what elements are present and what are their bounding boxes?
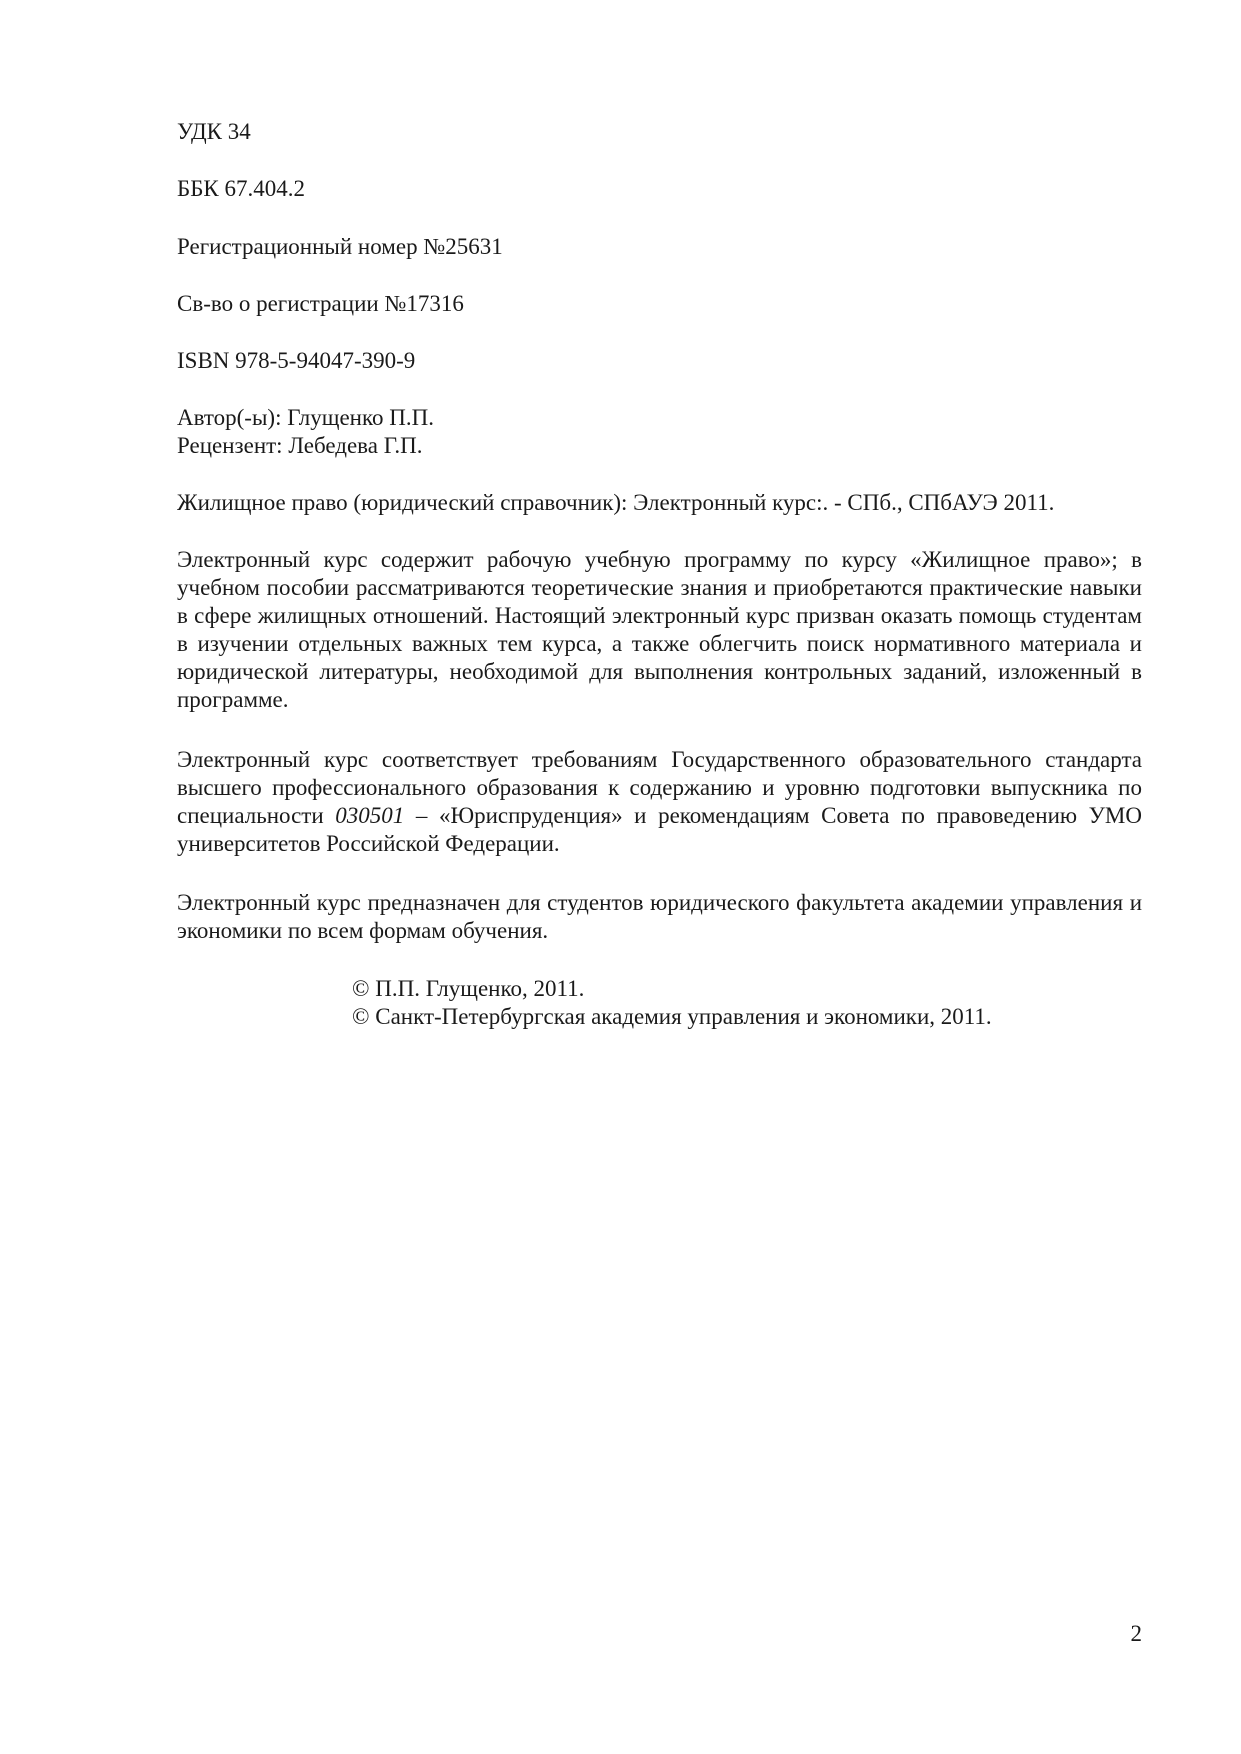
specialty-code: 030501	[335, 803, 405, 828]
authors-line: Автор(-ы): Глущенко П.П.	[177, 405, 434, 430]
udk-code: УДК 34	[177, 119, 251, 144]
copyright-institution: © Санкт-Петербургская академия управления и экономики, 2011.	[352, 1004, 992, 1029]
page-number: 2	[1130, 1621, 1142, 1646]
reviewer-line: Рецензент: Лебедева Г.П.	[177, 433, 423, 458]
description-paragraph: Электронный курс содержит рабочую учебную программу по курсу «Жилищное право»; в учебном пособии рассматриваются теоретические знания и приобретаются практические навыки в сфере жилищных отношений. Настоящий электронный курс призван оказать помощь студентам в изучении отдельных важных тем курса, а также облегчить поиск нормативного материала и юридической литературы, необходимой для выполнения контрольных заданий, изложенный в программе.	[177, 547, 1142, 712]
standards-paragraph	[177, 746, 1142, 858]
copyright-author: © П.П. Глущенко, 2011.	[352, 976, 585, 1001]
isbn: ISBN 978-5-94047-390-9	[177, 348, 416, 373]
standards-text-end: – «Юриспруденция» и рекомендациям Совета по правоведению УМО университетов Российской Федерации.	[177, 803, 1142, 856]
bibliographic-citation: Жилищное право (юридический справочник): Электронный курс:. - СПб., СПбАУЭ 2011.	[177, 490, 1055, 515]
standards-text-start: Электронный курс соответствует требованиям Государственного образовательного стандарта высшего профессионального образования к содержанию и уровню подготовки выпускника по специальности	[177, 747, 1142, 828]
audience-paragraph: Электронный курс предназначен для студентов юридического факультета академии управления и экономики по всем формам обучения.	[177, 890, 1142, 943]
bbk-code: ББК 67.404.2	[177, 176, 306, 201]
registration-certificate: Св-во о регистрации №17316	[177, 291, 464, 316]
registration-number: Регистрационный номер №25631	[177, 234, 503, 259]
